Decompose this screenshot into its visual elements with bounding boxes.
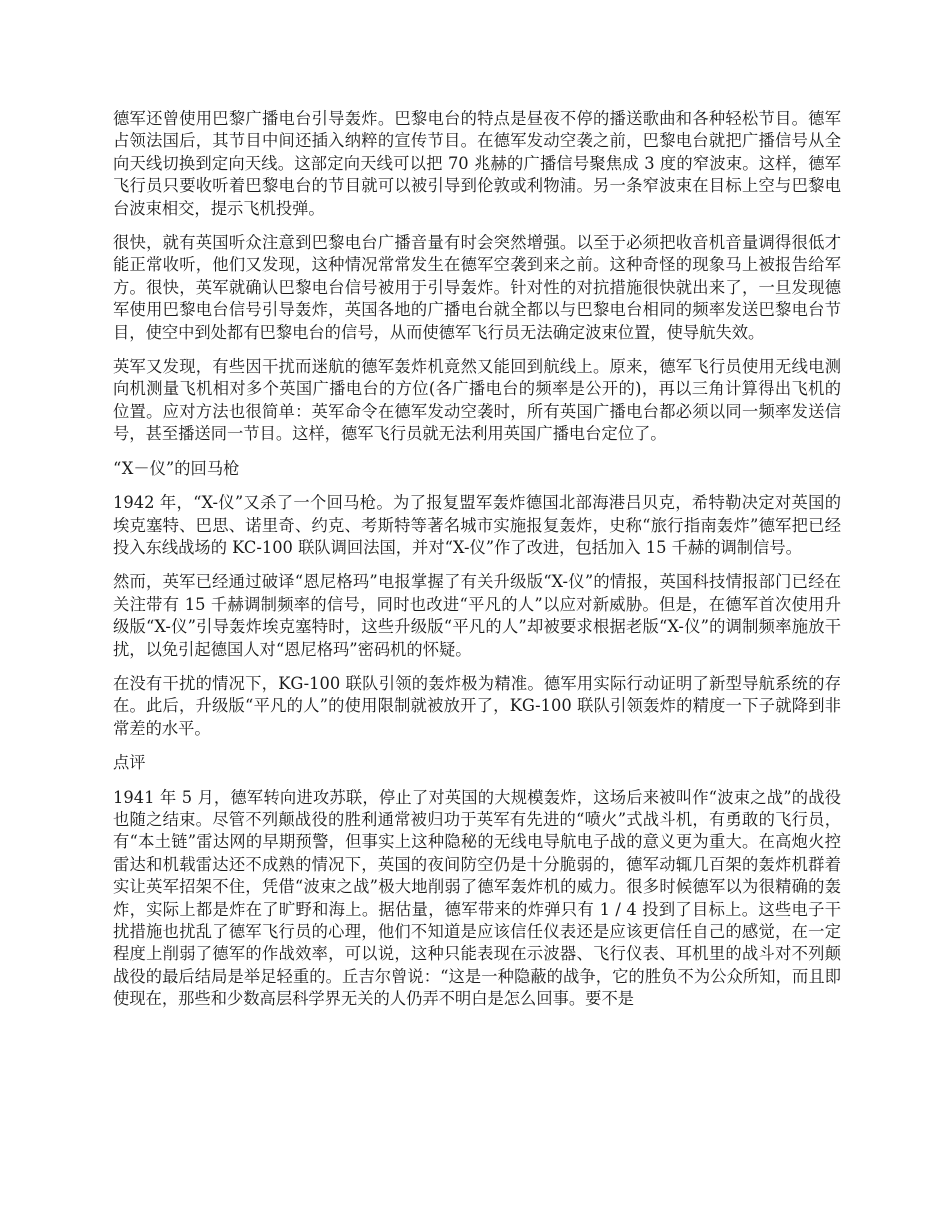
paragraph-direction-finding: 英军又发现，有些因干扰而迷航的德军轰炸机竟然又能回到航线上。原来，德军飞行员使用无线电测向机测量飞机相对多个英国广播电台的方位(各广播电台的频率是公开的)，再以三角计算得出飞机的位置。应对方法也很简单：英军命令在德军发动空袭时，所有英国广播电台都必须以同一频率发送信号，甚至播送同一节目。这样，德军飞行员就无法利用英国广播电台定位了。: [113, 357, 841, 444]
section-heading-x-device: “X－仪”的回马枪: [113, 458, 240, 478]
paragraph-british-countermeasures: 很快，就有英国听众注意到巴黎电台广播音量有时会突然增强。以至于必须把收音机音量调得很低才能正常收听，他们又发现，这种情况常常发生在德军空袭到来之前。这种奇怪的现象马上被报告给军方。很快，英军就确认巴黎电台信号被用于引导轰炸。针对性的对抗措施很快就出来了，一旦发现德军使用巴黎电台信号引导轰炸，英国各地的广播电台就全都以与巴黎电台相同的频率发送巴黎电台节目，使空中到处都有巴黎电台的信号，从而使德军飞行员无法确定波束位置，使导航失效。: [113, 233, 841, 342]
paragraph-commentary: 1941 年 5 月，德军转向进攻苏联，停止了对英国的大规模轰炸，这场后来被叫作“波束之战”的战役也随之结束。尽管不列颠战役的胜利通常被归功于英军有先进的“喷火”式战斗机，有勇敢的飞行员，有“本土链”雷达网的早期预警，但事实上这种隐秘的无线电导航电子战的意义更为重大。在高炮火控雷达和机载雷达还不成熟的情况下，英国的夜间防空仍是十分脆弱的，德军动辄几百架的轰炸机群着实让英军招架不住，凭借“波束之战”极大地削弱了德军轰炸机的威力。很多时候德军以为很精确的轰炸，实际上都是炸在了旷野和海上。据估量，德军带来的炸弹只有 1 / 4 投到了目标上。这些电子干扰措施也扰乱了德军飞行员的心理，他们不知道是应该信任仪表还是应该更信任自己的感觉，在一定程度上削弱了德军的作战效率，可以说，这种只能表现在示波器、飞行仪表、耳机里的战斗对不列颠战役的最后结局是举足轻重的。丘吉尔曾说：“这是一种隐蔽的战争，它的胜负不为公众所知，而且即使现在，那些和少数高层科学界无关的人仍弄不明白是怎么回事。要不是: [113, 787, 841, 1009]
document-page: [113, 108, 841, 1023]
paragraph-enigma-intelligence: 然而，英军已经通过破译“恩尼格玛”电报掌握了有关升级版“X-仪”的情报，英国科技情报部门已经在关注带有 15 千赫调制频率的信号，同时也改进“平凡的人”以应对新威胁。但是，在德军首次使用升级版“X-仪”引导轰炸埃克塞特时，这些升级版“平凡的人”却被要求根据老版“X-仪”的调制频率施放干扰，以免引起德国人对“恩尼格玛”密码机的怀疑。: [113, 572, 841, 659]
paragraph-baedeker-raids: 1942 年，“X-仪”又杀了一个回马枪。为了报复盟军轰炸德国北部海港吕贝克，希特勒决定对英国的埃克塞特、巴思、诺里奇、约克、考斯特等著名城市实施报复轰炸，史称“旅行指南轰炸”德军把已经投入东线战场的 KC-100 联队调回法国，并对“X-仪”作了改进，包括加入 15 千赫的调制信号。: [113, 493, 841, 557]
paragraph-kg100-accuracy: 在没有干扰的情况下，KG-100 联队引领的轰炸极为精准。德军用实际行动证明了新型导航系统的存在。此后，升级版“平凡的人”的使用限制就被放开了，KG-100 联队引领轰炸的精度一下子就降到非常差的水平。: [113, 673, 841, 738]
paragraph-paris-radio-guidance: 德军还曾使用巴黎广播电台引导轰炸。巴黎电台的特点是昼夜不停的播送歌曲和各种轻松节目。德军占领法国后，其节目中间还插入纳粹的宣传节目。在德军发动空袭之前，巴黎电台就把广播信号从全向天线切换到定向天线。这部定向天线可以把 70 兆赫的广播信号聚焦成 3 度的窄波束。这样，德军飞行员只要收听着巴黎电台的节目就可以被引导到伦敦或利物浦。另一条窄波束在目标上空与巴黎电台波束相交，提示飞机投弹。: [113, 109, 841, 218]
section-heading-commentary: 点评: [113, 753, 146, 773]
